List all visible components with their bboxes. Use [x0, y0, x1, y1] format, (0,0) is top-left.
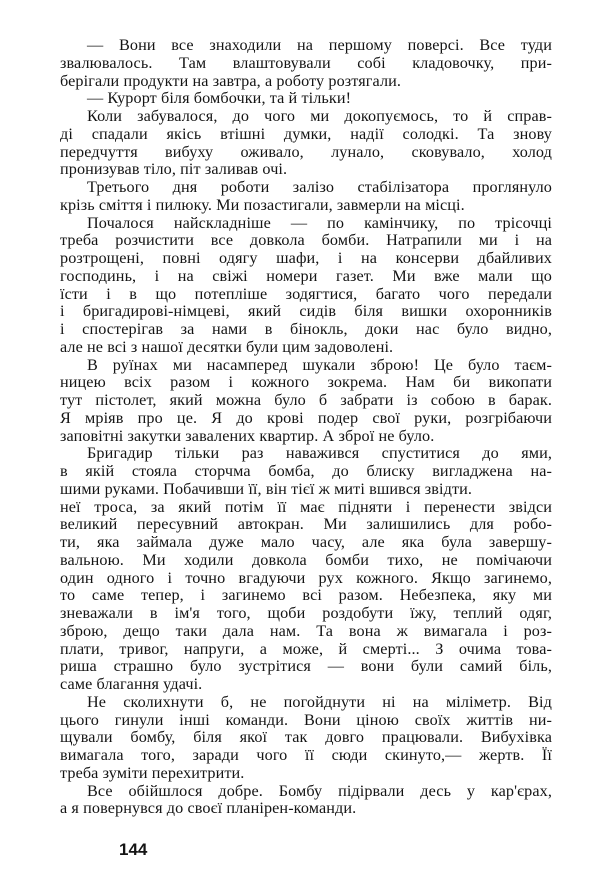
text-line: господинь, і на свіжі номери газет. Ми вже мали що — [60, 266, 552, 285]
text-line: ницею всіх разом і кожного зокрема. Нам би викопати — [60, 373, 552, 392]
text-line: зневажали в ім'я того, щоби роздобути їжу, теплий одяг, — [60, 604, 552, 622]
text-line: неї троса, за який потім її має підняти і перенести звідси — [60, 497, 552, 516]
text-line: звалювалось. Там влаштовували собі кладовочку, при- — [60, 53, 552, 72]
text-line: треба зуміти перехитрити. — [60, 763, 245, 782]
text-line: а я повернувся до своєї планірен-команди. — [60, 799, 357, 818]
text-line: передчуття вибуху оживало, лунало, сковувало, холод — [60, 142, 552, 161]
text-line: зброю, дещо таки дала нам. Та вона ж вимагала і роз- — [60, 621, 552, 640]
text-line: В руїнах ми насамперед шукали зброю! Це було таєм- — [87, 355, 552, 374]
text-line: один одного і точно вгадуючи рух кожного. Якщо загинемо, — [60, 568, 552, 587]
text-line: Не сколихнути б, не погойднути ні на міліметр. Від — [87, 692, 552, 711]
text-line: Я мріяв про це. Я до крові подер свої руки, розгрібаючи — [60, 408, 552, 427]
text-line: Третього дня роботи залізо стабілізатора проглянуло — [87, 178, 552, 196]
text-line: пронизував тіло, піт заливав очі. — [60, 160, 288, 179]
text-line: ти, яка займала дуже мало часу, але яка була завершу- — [60, 533, 552, 551]
page-number: 144 — [119, 840, 148, 859]
text-line: Все обійшлося добре. Бомбу підірвали десь у кар'єрах, — [87, 781, 552, 800]
text-line: і спостерігав за нами в бінокль, доки нас було видно, — [60, 320, 552, 338]
text-line: ді спадали якісь втішні думки, надії солодкі. Та знову — [60, 124, 552, 143]
text-line: Коли забувалося, до чого ми докопуємось, то й справ- — [87, 107, 552, 125]
text-line: їсти і в що потепліше зодягтися, багато чого передали — [60, 284, 552, 303]
text-line: шими руками. Побачивши її, він тієї ж миті вшився звідти. — [60, 479, 473, 498]
text-line: тут пістолет, який можна було б забрати із собою в барак. — [60, 391, 552, 409]
text-line: Бригадир тільки раз наважився спуститися до ями, — [87, 444, 552, 463]
text-line: цього гинули інші команди. Вони ціною своїх життів ни- — [60, 710, 552, 729]
text-line: в якій стояла сторчма бомба, до блиску вигладжена на- — [60, 462, 552, 480]
text-line: риша страшно було зустрітися — вони були самий біль, — [60, 657, 552, 676]
text-line: крізь сміття і пилюку. Ми позастигали, завмерли на місці. — [60, 195, 465, 214]
text-line: вальною. Ми ходили довкола бомби тихо, не помічаючи — [60, 550, 552, 569]
text-line: саме благання удачі. — [60, 675, 203, 693]
text-line: — Вони все знаходили на першому поверсі. Все туди — [87, 36, 552, 54]
text-line: берігали продукти на завтра, а роботу розтягали. — [60, 71, 402, 90]
text-line: треба розчистити все довкола бомби. Натрапили ми і на — [60, 231, 552, 250]
text-line: вимагала того, заради чого її сюди скинуто,— жертв. Її — [60, 746, 552, 764]
text-line: щували бомбу, біля якої так довго працювали. Вибухівка — [60, 728, 552, 747]
text-line: плати, тривог, напруги, а може, й смерті... З очима това- — [60, 639, 552, 658]
text-line: великий пересувний автокран. Ми залишились для робо- — [60, 515, 552, 534]
text-line: і бригадирові-німцеві, який сидів біля вишки охоронників — [60, 302, 552, 321]
text-line: розтрощені, повні одягу шафи, і на консерви дбайливих — [60, 249, 552, 267]
text-line: Почалося найскладніше — по камінчику, по трісочці — [87, 213, 552, 232]
text-line: але не всі з нашої десятки були цим задоволені. — [60, 337, 394, 356]
text-line: заповітні закутки завалених квартир. А зброї не було. — [60, 426, 435, 445]
text-line: — Курорт біля бомбочки, та й тільки! — [87, 89, 352, 108]
text-line: то саме тепер, і загинемо всі разом. Небезпека, яку ми — [60, 586, 552, 605]
